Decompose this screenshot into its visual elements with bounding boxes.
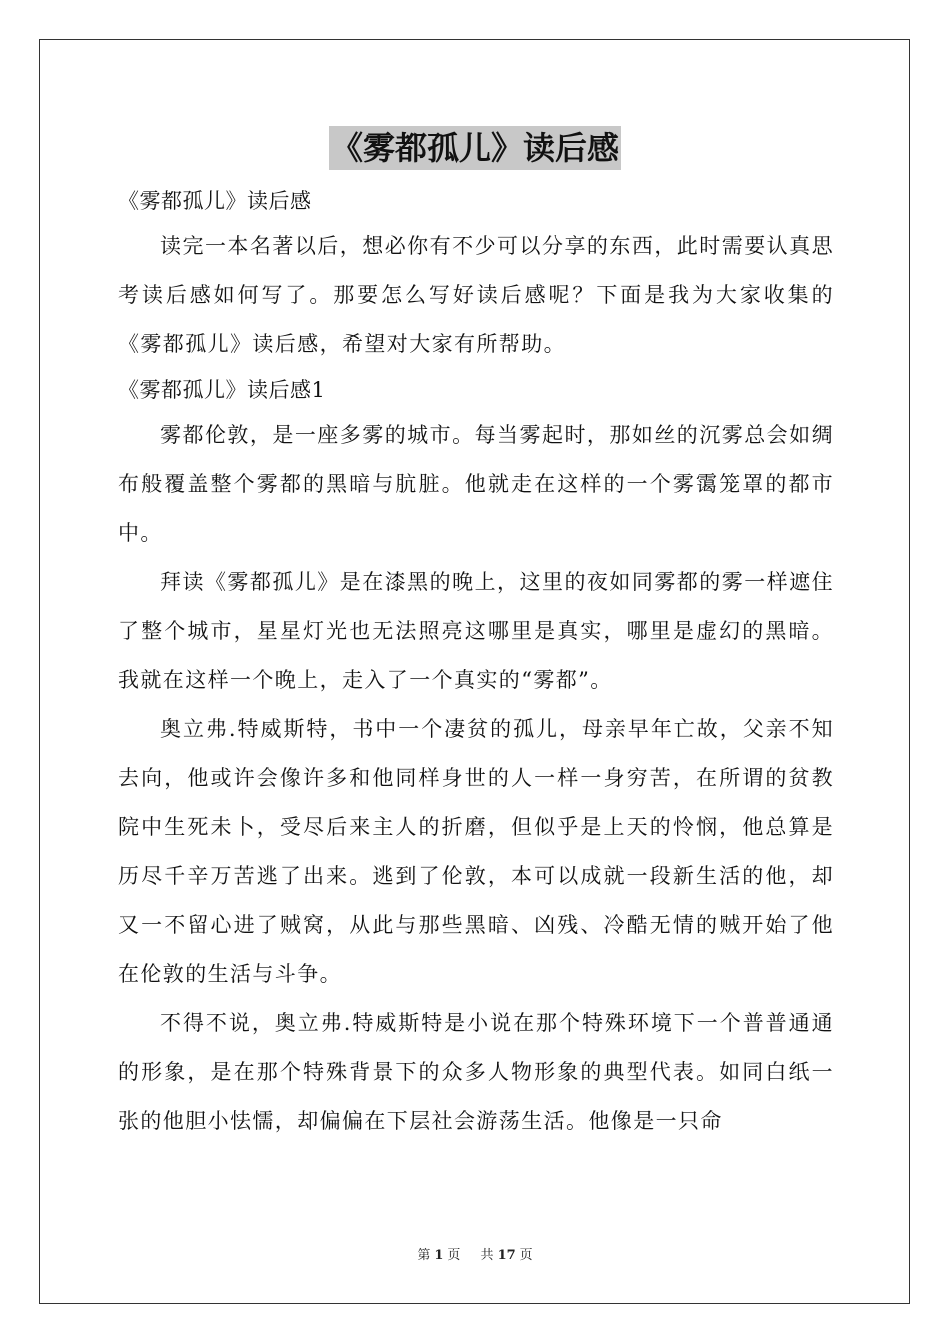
body-paragraph: 读完一本名著以后，想必你有不少可以分享的东西，此时需要认真思考读后感如何写了。那要怎么写好读后感呢？下面是我为大家收集的《雾都孤儿》读后感，希望对大家有所帮助。 (118, 234, 834, 356)
body-paragraph: 奥立弗.特威斯特，书中一个凄贫的孤儿，母亲早年亡故，父亲不知去向，他或许会像许多和他同样身世的人一样一身穷苦，在所谓的贫教院中生死未卜，受尽后来主人的折磨，但似乎是上天的怜悯，他总算是历尽千辛万苦逃了出来。逃到了伦敦，本可以成就一段新生活的他，却又一不留心进了贼窝，从此与那些黑暗、凶残、冷酷无情的贼开始了他在伦敦的生活与斗争。 (118, 717, 834, 986)
page-indicator (413, 1248, 464, 1263)
section-heading: 《雾都孤儿》读后感 (118, 189, 312, 213)
body-paragraph: 雾都伦敦，是一座多雾的城市。每当雾起时，那如丝的沉雾总会如绸布般覆盖整个雾都的黑暗与肮脏。他就走在这样的一个雾霭笼罩的都市中。 (118, 423, 834, 545)
total-label-prefix: 共 (480, 1248, 494, 1263)
page-number: 1 (434, 1248, 444, 1263)
body-paragraph: 不得不说，奥立弗.特威斯特是小说在那个特殊环境下一个普普通通的形象，是在那个特殊背景下的众多人物形象的典型代表。如同白纸一张的他胆小怯懦，却偏偏在下层社会游荡生活。他像是一只命 (118, 1011, 834, 1133)
total-pages-indicator (477, 1248, 537, 1263)
page-label-suffix: 页 (447, 1248, 461, 1263)
body-paragraph: 拜读《雾都孤儿》是在漆黑的晚上，这里的夜如同雾都的雾一样遮住了整个城市，星星灯光也无法照亮这哪里是真实，哪里是虚幻的黑暗。我就在这样一个晚上，走入了一个真实的“雾都”。 (118, 570, 834, 692)
section-heading: 《雾都孤儿》读后感1 (118, 378, 326, 402)
page-label-prefix: 第 (417, 1248, 431, 1263)
title-wrap (0, 126, 950, 170)
document-title: 《雾都孤儿》读后感 (329, 126, 621, 170)
total-pages: 17 (497, 1248, 516, 1263)
page-footer (0, 1244, 950, 1263)
total-label-suffix: 页 (519, 1248, 533, 1263)
document-body (118, 180, 834, 1146)
